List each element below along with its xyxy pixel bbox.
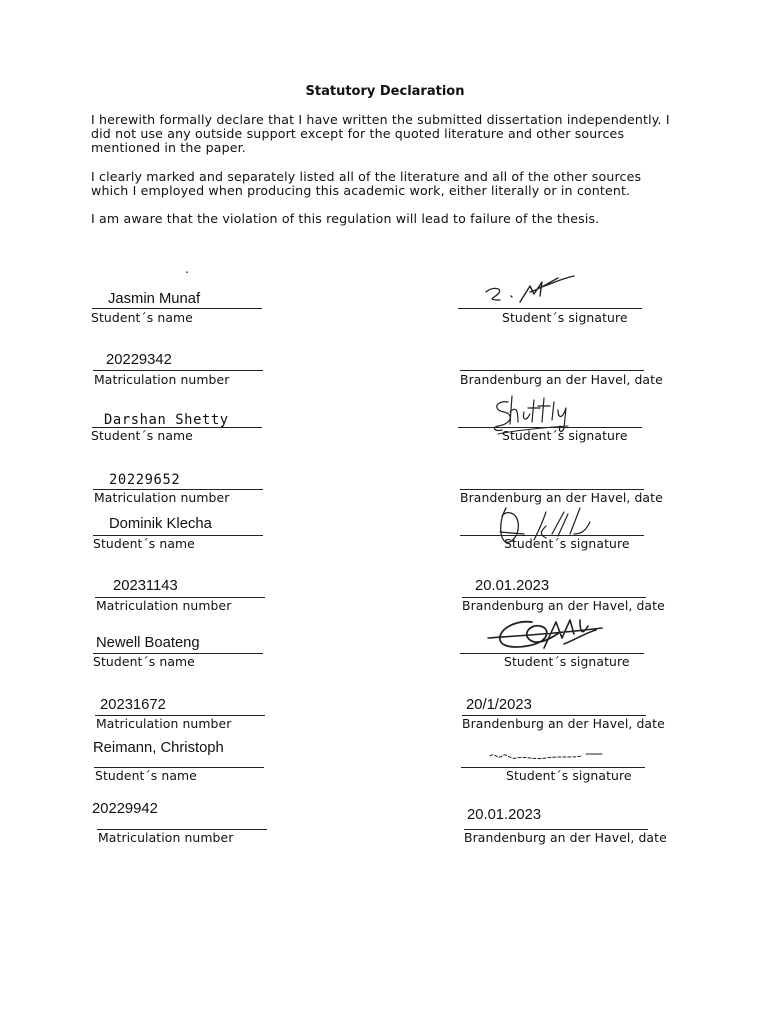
student-name-caption: Student´s name — [93, 536, 195, 551]
student-signature-caption: Student´s signature — [504, 654, 630, 669]
matriculation-caption: Matriculation number — [94, 372, 230, 387]
document-title: Statutory Declaration — [305, 84, 465, 99]
matriculation-value: 20231143 — [113, 578, 178, 594]
declaration-paragraph-1: I herewith formally declare that I have written the submitted dissertation independently. I did not use any outside support except for the quoted literature and other sources mentioned in the paper. — [91, 112, 670, 155]
student-name-value: Jasmin Munaf — [108, 291, 201, 307]
student-name-caption: Student´s name — [95, 768, 197, 783]
student-signature-caption: Student´s signature — [504, 536, 630, 551]
place-date-caption: Brandenburg an der Havel, date — [460, 490, 663, 505]
signature-image — [486, 748, 606, 766]
matriculation-value: 20229342 — [106, 352, 172, 368]
place-date-caption: Brandenburg an der Havel, date — [462, 716, 665, 731]
student-signature-caption: Student´s signature — [502, 428, 628, 443]
student-name-value: Dominik Klecha — [109, 516, 212, 532]
declaration-paragraph-2: I clearly marked and separately listed all of the literature and all of the other sources which I employed when producing this academic work, either literally or in content. — [91, 169, 642, 198]
student-signature-caption: Student´s signature — [502, 310, 628, 325]
signature-line — [458, 308, 642, 309]
matriculation-line — [93, 370, 263, 371]
student-name-value: Reimann, Christoph — [93, 740, 224, 756]
signature-image — [484, 612, 608, 656]
student-name-value: Newell Boateng — [96, 635, 200, 651]
student-signature-caption: Student´s signature — [506, 768, 632, 783]
declaration-paragraph-3: I am aware that the violation of this regulation will lead to failure of the thesis. — [91, 211, 600, 226]
date-value: 20/1/2023 — [466, 697, 532, 713]
date-line — [460, 370, 644, 371]
matriculation-value: 20231672 — [100, 697, 166, 713]
student-name-caption: Student´s name — [91, 428, 193, 443]
date-value: 20.01.2023 — [467, 807, 542, 823]
student-name-caption: Student´s name — [91, 310, 193, 325]
date-value: 20.01.2023 — [475, 578, 550, 594]
student-name-value: Darshan Shetty — [104, 412, 229, 428]
stray-mark: . — [185, 262, 189, 276]
place-date-caption: Brandenburg an der Havel, date — [464, 830, 667, 845]
place-date-caption: Brandenburg an der Havel, date — [460, 372, 663, 387]
matriculation-caption: Matriculation number — [94, 490, 230, 505]
name-line — [92, 308, 262, 309]
matriculation-caption: Matriculation number — [96, 716, 232, 731]
student-name-caption: Student´s name — [93, 654, 195, 669]
matriculation-caption: Matriculation number — [98, 830, 234, 845]
matriculation-value: 20229652 — [109, 472, 181, 488]
matriculation-value: 20229942 — [92, 801, 158, 817]
matriculation-caption: Matriculation number — [96, 598, 232, 613]
place-date-caption: Brandenburg an der Havel, date — [462, 598, 665, 613]
signature-image — [478, 272, 588, 308]
